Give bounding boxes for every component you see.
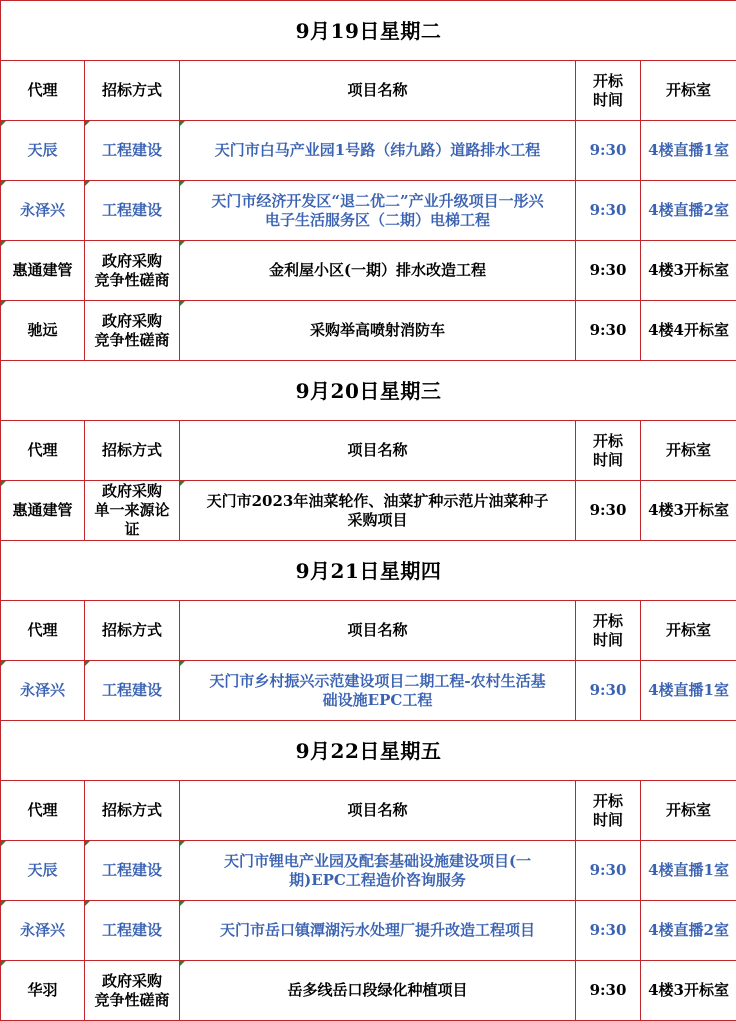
project-cell xyxy=(180,181,576,241)
header-row xyxy=(1,61,736,121)
header-agent: 代理 xyxy=(1,781,85,841)
time-cell: 9:30 xyxy=(576,241,641,301)
header-room: 开标室 xyxy=(641,781,736,841)
header-time-line: 开标 xyxy=(592,611,623,630)
header-method: 招标方式 xyxy=(85,61,180,121)
header-time-line: 时间 xyxy=(592,810,623,829)
header-row xyxy=(1,781,736,841)
time-cell: 9:30 xyxy=(576,481,641,541)
project-line: 天门市白马产业园1号路（纬九路）道路排水工程 xyxy=(214,141,541,159)
header-row xyxy=(1,421,736,481)
header-method: 招标方式 xyxy=(85,781,180,841)
project-cell xyxy=(180,301,576,361)
method-line: 政府采购 xyxy=(101,971,162,990)
header-time xyxy=(576,421,641,481)
project-cell xyxy=(180,481,576,541)
method-line: 竞争性磋商 xyxy=(94,990,170,1009)
agent-cell: 华羽 xyxy=(1,961,85,1021)
header-agent: 代理 xyxy=(1,601,85,661)
method-line: 工程建设 xyxy=(101,861,162,879)
day-title: 9月22日星期五 xyxy=(1,721,736,781)
method-line: 竞争性磋商 xyxy=(94,330,170,349)
project-line: 天门市经济开发区“退二优二”产业升级项目一彤兴 xyxy=(211,191,544,210)
room-cell: 4楼直播2室 xyxy=(641,901,736,961)
header-time-line: 开标 xyxy=(592,71,623,90)
method-cell xyxy=(85,841,180,901)
project-cell xyxy=(180,121,576,181)
day-title: 9月20日星期三 xyxy=(1,361,736,421)
agent-cell: 惠通建管 xyxy=(1,481,85,541)
room-cell: 4楼直播2室 xyxy=(641,181,736,241)
day-title-row xyxy=(1,721,736,781)
time-cell: 9:30 xyxy=(576,961,641,1021)
project-line: 期)EPC工程造价咨询服务 xyxy=(289,870,466,889)
table-row xyxy=(1,241,736,301)
project-line: 采购举高喷射消防车 xyxy=(309,321,445,339)
day-title-row xyxy=(1,1,736,61)
project-cell xyxy=(180,661,576,721)
table-row xyxy=(1,901,736,961)
project-cell xyxy=(180,241,576,301)
project-line: 采购项目 xyxy=(347,510,408,529)
table-row xyxy=(1,181,736,241)
agent-cell: 永泽兴 xyxy=(1,661,85,721)
header-time-line: 时间 xyxy=(592,90,623,109)
method-cell xyxy=(85,961,180,1021)
day-title: 9月19日星期二 xyxy=(1,1,736,61)
project-cell xyxy=(180,841,576,901)
header-method: 招标方式 xyxy=(85,421,180,481)
room-cell: 4楼4开标室 xyxy=(641,301,736,361)
header-agent: 代理 xyxy=(1,421,85,481)
header-project: 项目名称 xyxy=(180,601,576,661)
time-cell: 9:30 xyxy=(576,841,641,901)
method-line: 政府采购 xyxy=(101,311,162,330)
room-cell: 4楼3开标室 xyxy=(641,241,736,301)
header-room: 开标室 xyxy=(641,61,736,121)
table-row xyxy=(1,961,736,1021)
time-cell: 9:30 xyxy=(576,661,641,721)
project-line: 础设施EPC工程 xyxy=(322,690,433,709)
project-line: 岳多线岳口段绿化种植项目 xyxy=(287,981,468,999)
header-project: 项目名称 xyxy=(180,61,576,121)
time-cell: 9:30 xyxy=(576,901,641,961)
project-line: 天门市锂电产业园及配套基础设施建设项目(一 xyxy=(223,851,532,870)
header-time xyxy=(576,61,641,121)
header-time-line: 开标 xyxy=(592,791,623,810)
method-cell xyxy=(85,241,180,301)
method-cell xyxy=(85,181,180,241)
header-room: 开标室 xyxy=(641,421,736,481)
room-cell: 4楼直播1室 xyxy=(641,121,736,181)
room-cell: 4楼直播1室 xyxy=(641,661,736,721)
header-time xyxy=(576,781,641,841)
project-line: 天门市2023年油菜轮作、油菜扩种示范片油菜种子 xyxy=(206,491,549,510)
day-title-row xyxy=(1,541,736,601)
method-line: 工程建设 xyxy=(101,921,162,939)
project-line: 天门市岳口镇潭湖污水处理厂提升改造工程项目 xyxy=(219,921,535,939)
project-line: 金利屋小区(一期）排水改造工程 xyxy=(268,261,487,279)
agent-cell: 天辰 xyxy=(1,121,85,181)
method-cell xyxy=(85,901,180,961)
header-agent: 代理 xyxy=(1,61,85,121)
method-line: 竞争性磋商 xyxy=(94,270,170,289)
time-cell: 9:30 xyxy=(576,121,641,181)
header-room: 开标室 xyxy=(641,601,736,661)
header-time-line: 时间 xyxy=(592,450,623,469)
time-cell: 9:30 xyxy=(576,301,641,361)
header-time xyxy=(576,601,641,661)
method-line: 单一来源论 xyxy=(94,501,170,519)
agent-cell: 惠通建管 xyxy=(1,241,85,301)
agent-cell: 驰远 xyxy=(1,301,85,361)
table-row xyxy=(1,481,736,541)
method-line: 工程建设 xyxy=(101,141,162,159)
project-cell xyxy=(180,901,576,961)
method-line: 证 xyxy=(124,520,140,538)
method-cell xyxy=(85,301,180,361)
header-project: 项目名称 xyxy=(180,781,576,841)
table-row xyxy=(1,841,736,901)
method-line: 政府采购 xyxy=(101,482,162,500)
method-line: 工程建设 xyxy=(101,201,162,219)
project-line: 天门市乡村振兴示范建设项目二期工程-农村生活基 xyxy=(209,671,546,690)
method-cell xyxy=(85,121,180,181)
project-cell xyxy=(180,961,576,1021)
table-row xyxy=(1,121,736,181)
day-title: 9月21日星期四 xyxy=(1,541,736,601)
agent-cell: 永泽兴 xyxy=(1,181,85,241)
time-cell: 9:30 xyxy=(576,181,641,241)
header-method: 招标方式 xyxy=(85,601,180,661)
agent-cell: 天辰 xyxy=(1,841,85,901)
header-row xyxy=(1,601,736,661)
method-cell xyxy=(85,481,180,541)
header-time-line: 时间 xyxy=(592,630,623,649)
method-line: 政府采购 xyxy=(101,251,162,270)
project-line: 电子生活服务区（二期）电梯工程 xyxy=(264,210,490,229)
header-time-line: 开标 xyxy=(592,431,623,450)
method-line: 工程建设 xyxy=(101,681,162,699)
table-row xyxy=(1,661,736,721)
day-title-row xyxy=(1,361,736,421)
room-cell: 4楼3开标室 xyxy=(641,481,736,541)
table-row xyxy=(1,301,736,361)
header-project: 项目名称 xyxy=(180,421,576,481)
method-cell xyxy=(85,661,180,721)
agent-cell: 永泽兴 xyxy=(1,901,85,961)
room-cell: 4楼直播1室 xyxy=(641,841,736,901)
room-cell: 4楼3开标室 xyxy=(641,961,736,1021)
